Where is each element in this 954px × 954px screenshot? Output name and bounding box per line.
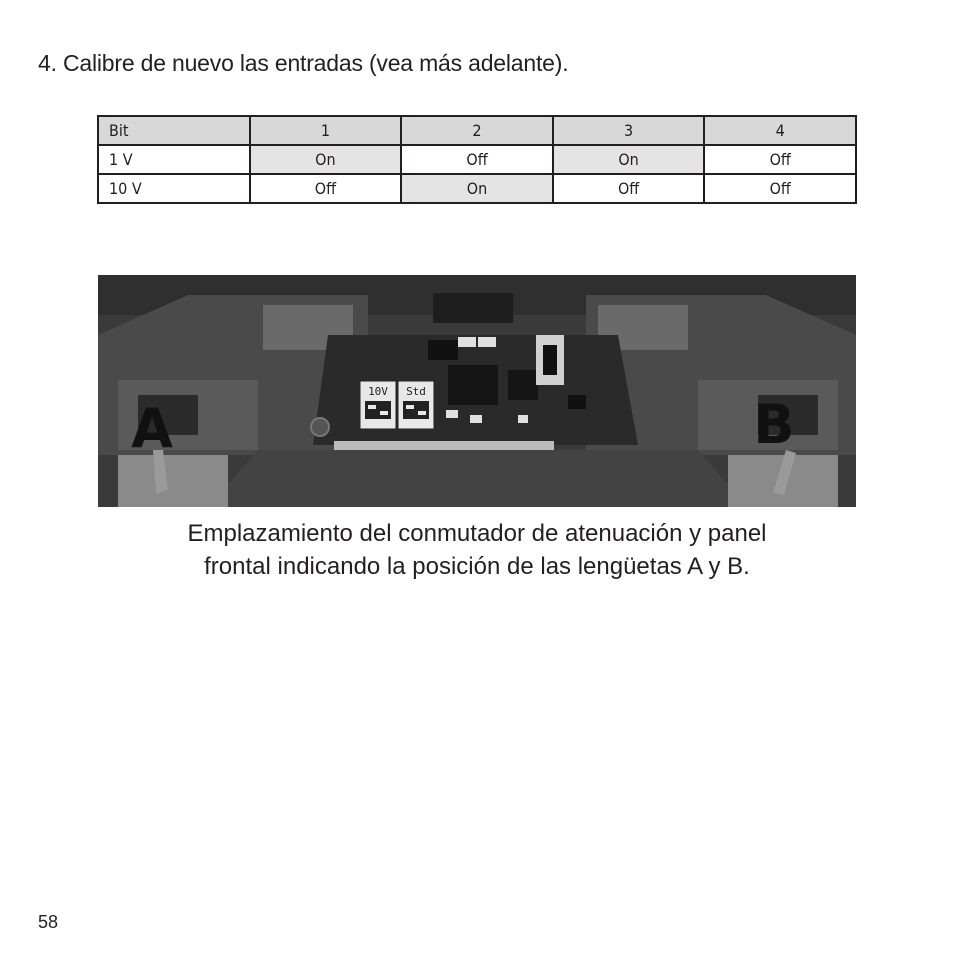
table-cell: Off [704,174,856,203]
table-cell: 10 V [98,174,250,203]
caption-line: frontal indicando la posición de las lengüetas A y B. [204,553,750,580]
switch-label-10v: 10V [368,385,388,398]
table-cell: 1 V [98,145,250,174]
photo-caption [60,517,894,583]
table-header-row [98,116,856,145]
table-header-cell: 3 [553,116,705,145]
circuit-board-photo [98,275,856,507]
table-cell: Off [553,174,705,203]
page-number: 58 [38,912,59,932]
table-row [98,174,856,203]
table-cell: On [250,145,402,174]
table-header-cell: 1 [250,116,402,145]
table-cell: On [553,145,705,174]
tab-label-a: A [131,397,173,460]
table-cell: On [401,174,553,203]
step-instruction: 4. Calibre de nuevo las entradas (vea más adelante). [38,50,569,76]
bit-settings-table [97,115,857,204]
table-header-cell: 4 [704,116,856,145]
table-row [98,145,856,174]
table-header-cell: Bit [98,116,250,145]
table-cell: Off [401,145,553,174]
table-header-cell: 2 [401,116,553,145]
switch-label-std: Std [406,385,426,398]
caption-line: Emplazamiento del conmutador de atenuación y panel [187,520,767,547]
table-cell: Off [704,145,856,174]
tab-label-b: B [753,393,795,456]
table-cell: Off [250,174,402,203]
